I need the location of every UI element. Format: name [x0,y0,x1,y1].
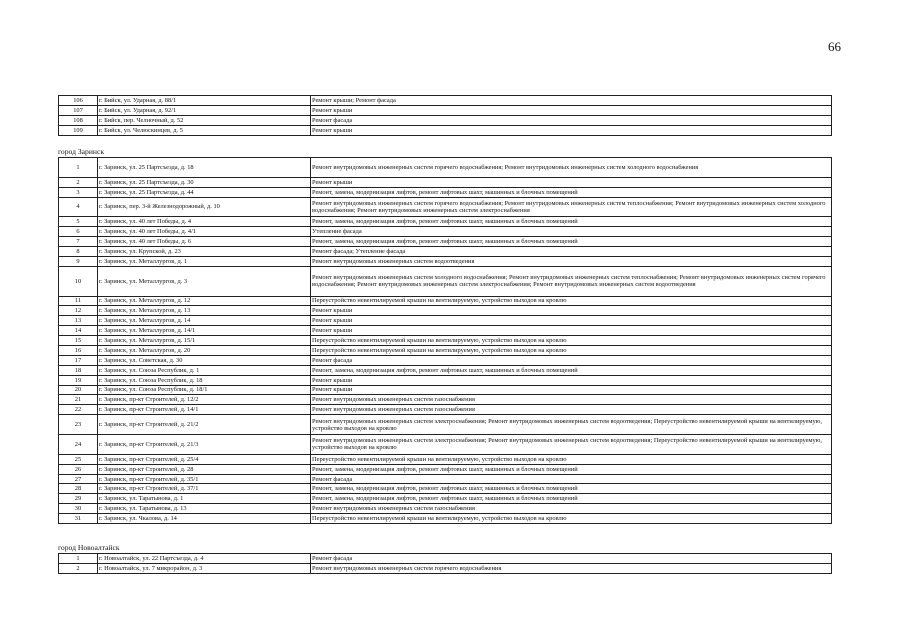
table-row [59,296,832,306]
address-cell: г. Заринск, ул. Металлургов, д. 15/1 [98,336,311,346]
work-type-cell: Ремонт внутридомовых инженерных систем холодного водоснабжения; Ремонт внутридомовых инженерных систем теплоснабжения; Ремонт внутридомовых инженерных систем горячего водоснабжения; Ремонт внутридомовых инженерных систем электроснабжения; Ремонт внутридомовых инженерных систем водоотведения [311,266,832,296]
table-row [59,187,832,197]
address-cell: г. Заринск, ул. 40 лет Победы, д. 4 [98,217,311,227]
table-row [59,355,832,365]
work-type-cell: Ремонт крыши [311,326,832,336]
row-number-cell: 10 [59,266,98,296]
row-number-cell: 26 [59,464,98,474]
table-row [59,484,832,494]
work-type-cell: Переустройство невентилируемой крыши на вентилируемую, устройство выходов на кровлю [311,514,832,524]
work-type-cell: Ремонт фасада; Утепление фасада [311,247,832,257]
row-number-cell: 9 [59,256,98,266]
work-type-cell: Ремонт крыши [311,306,832,316]
work-type-cell: Ремонт, замена, модернизация лифтов, ремонт лифтовых шахт, машинных и блочных помещений [311,494,832,504]
address-cell: г. Заринск, пр-кт Строителей, д. 28 [98,464,311,474]
address-cell: г. Заринск, ул. 25 Партсъезда, д. 18 [98,158,311,178]
row-number-cell: 31 [59,514,98,524]
work-type-cell: Ремонт крыши [311,385,832,395]
table-row [59,316,832,326]
table-row [59,435,832,455]
table-novoaltaysk [58,553,832,574]
row-number-cell: 21 [59,395,98,405]
table-row [59,256,832,266]
table-row [59,105,832,115]
row-number-cell: 108 [59,115,98,125]
table-row [59,115,832,125]
row-number-cell: 15 [59,336,98,346]
table-row [59,247,832,257]
work-type-cell: Ремонт крыши [311,375,832,385]
table-row [59,405,832,415]
address-cell: г. Заринск, ул. Союза Республик, д. 1 [98,365,311,375]
section-title-zarinsk: город Заринск [58,147,105,156]
row-number-cell: 19 [59,375,98,385]
row-number-cell: 3 [59,187,98,197]
table-row [59,125,832,135]
work-type-cell: Переустройство невентилируемой крыши на вентилируемую, устройство выходов на кровлю [311,336,832,346]
address-cell: г. Заринск, пр-кт Строителей, д. 21/2 [98,415,311,435]
row-number-cell: 12 [59,306,98,316]
row-number-cell: 106 [59,96,98,106]
work-type-cell: Ремонт внутридомовых инженерных систем горячего водоснабжения; Ремонт внутридомовых инженерных систем холодного водоснабжения [311,158,832,178]
work-type-cell: Ремонт внутридомовых инженерных систем электроснабжения; Ремонт внутридомовых инженерных систем водоотведения; Переустройство невентилируемой крыши на вентилируемую, устройство выходов на кровлю [311,415,832,435]
row-number-cell: 107 [59,105,98,115]
address-cell: г. Бийск, ул. Ударная, д. 88/1 [98,96,311,106]
address-cell: г. Бийск, пер. Челночный, д. 52 [98,115,311,125]
address-cell: г. Заринск, ул. Таратынова, д. 1 [98,494,311,504]
table-row [59,227,832,237]
table-row [59,266,832,296]
address-cell: г. Бийск, ул. Ударная, д. 92/1 [98,105,311,115]
row-number-cell: 6 [59,227,98,237]
row-number-cell: 17 [59,355,98,365]
work-type-cell: Ремонт внутридомовых инженерных систем газоснабжения [311,395,832,405]
work-type-cell: Ремонт крыши [311,177,832,187]
table-row [59,217,832,227]
row-number-cell: 18 [59,365,98,375]
work-type-cell: Ремонт внутридомовых инженерных систем электроснабжения; Ремонт внутридомовых инженерных систем водоотведения; Переустройство невентилируемой крыши на вентилируемую, устройство выходов на кровлю [311,435,832,455]
table-row [59,365,832,375]
address-cell: г. Заринск, ул. 40 лет Победы, д. 6 [98,237,311,247]
row-number-cell: 16 [59,345,98,355]
table-row [59,554,832,564]
table-row [59,375,832,385]
work-type-cell: Ремонт крыши [311,316,832,326]
table-biysk [58,95,832,136]
table-row [59,464,832,474]
row-number-cell: 109 [59,125,98,135]
address-cell: г. Заринск, ул. Советская, д. 30 [98,355,311,365]
work-type-cell: Утепление фасада [311,227,832,237]
address-cell: г. Заринск, ул. Металлургов, д. 14 [98,316,311,326]
row-number-cell: 5 [59,217,98,227]
address-cell: г. Заринск, пр-кт Строителей, д. 37/1 [98,484,311,494]
work-type-cell: Ремонт фасада [311,355,832,365]
address-cell: г. Заринск, пр-кт Строителей, д. 25/4 [98,454,311,464]
table-row [59,514,832,524]
work-type-cell: Ремонт внутридомовых инженерных систем горячего водоснабжения; Ремонт внутридомовых инженерных систем теплоснабжения; Ремонт внутридомовых инженерных систем холодного водоснабжения; Ремонт внутридомовых инженерных систем электроснабжения [311,197,832,217]
work-type-cell: Ремонт фасада [311,554,832,564]
row-number-cell: 27 [59,474,98,484]
work-type-cell: Ремонт, замена, модернизация лифтов, ремонт лифтовых шахт, машинных и блочных помещений [311,187,832,197]
address-cell: г. Новоалтайск, ул. 22 Партсъезда, д. 4 [98,554,311,564]
address-cell: г. Заринск, ул. 25 Партсъезда, д. 44 [98,187,311,197]
row-number-cell: 14 [59,326,98,336]
table-row [59,474,832,484]
page-number: 66 [828,39,841,54]
address-cell: г. Заринск, ул. Металлургов, д. 13 [98,306,311,316]
work-type-cell: Переустройство невентилируемой крыши на вентилируемую, устройство выходов на кровлю [311,345,832,355]
row-number-cell: 1 [59,158,98,178]
table-row [59,504,832,514]
row-number-cell: 7 [59,237,98,247]
row-number-cell: 11 [59,296,98,306]
address-cell: г. Заринск, ул. Металлургов, д. 20 [98,345,311,355]
table-row [59,454,832,464]
work-type-cell: Ремонт крыши; Ремонт фасада [311,96,832,106]
work-type-cell: Ремонт внутридомовых инженерных систем газоснабжения [311,405,832,415]
address-cell: г. Заринск, ул. Металлургов, д. 1 [98,256,311,266]
work-type-cell: Ремонт крыши [311,125,832,135]
address-cell: г. Заринск, ул. Союза Республик, д. 18/1 [98,385,311,395]
work-type-cell: Ремонт крыши [311,105,832,115]
row-number-cell: 2 [59,177,98,187]
work-type-cell: Ремонт фасада [311,115,832,125]
address-cell: г. Заринск, ул. Чкалова, д. 14 [98,514,311,524]
row-number-cell: 8 [59,247,98,257]
row-number-cell: 29 [59,494,98,504]
table-row [59,563,832,573]
table-row [59,197,832,217]
row-number-cell: 2 [59,563,98,573]
row-number-cell: 23 [59,415,98,435]
table-row [59,326,832,336]
row-number-cell: 22 [59,405,98,415]
address-cell: г. Заринск, пр-кт Строителей, д. 35/1 [98,474,311,484]
table-zarinsk [58,157,832,524]
work-type-cell: Ремонт, замена, модернизация лифтов, ремонт лифтовых шахт, машинных и блочных помещений [311,237,832,247]
work-type-cell: Ремонт внутридомовых инженерных систем водоотведения [311,256,832,266]
address-cell: г. Заринск, ул. Крупской, д. 23 [98,247,311,257]
work-type-cell: Ремонт, замена, модернизация лифтов, ремонт лифтовых шахт, машинных и блочных помещений [311,464,832,474]
address-cell: г. Заринск, пр-кт Строителей, д. 12/2 [98,395,311,405]
row-number-cell: 25 [59,454,98,464]
row-number-cell: 20 [59,385,98,395]
address-cell: г. Заринск, ул. 40 лет Победы, д. 4/1 [98,227,311,237]
address-cell: г. Бийск, ул. Челюскинцев, д. 5 [98,125,311,135]
row-number-cell: 1 [59,554,98,564]
table-row [59,177,832,187]
address-cell: г. Заринск, пр-кт Строителей, д. 21/3 [98,435,311,455]
row-number-cell: 24 [59,435,98,455]
work-type-cell: Ремонт, замена, модернизация лифтов, ремонт лифтовых шахт, машинных и блочных помещений [311,484,832,494]
section-title-novoaltaysk: город Новоалтайск [58,543,120,552]
table-row [59,385,832,395]
work-type-cell: Переустройство невентилируемой крыши на вентилируемую, устройство выходов на кровлю [311,296,832,306]
table-row [59,336,832,346]
address-cell: г. Заринск, ул. 25 Партсъезда, д. 30 [98,177,311,187]
work-type-cell: Ремонт фасада [311,474,832,484]
table-row [59,96,832,106]
row-number-cell: 30 [59,504,98,514]
work-type-cell: Ремонт внутридомовых инженерных систем газоснабжения [311,504,832,514]
address-cell: г. Заринск, ул. Союза Республик, д. 18 [98,375,311,385]
table-row [59,345,832,355]
work-type-cell: Ремонт, замена, модернизация лифтов, ремонт лифтовых шахт, машинных и блочных помещений [311,217,832,227]
address-cell: г. Заринск, ул. Металлургов, д. 14/1 [98,326,311,336]
work-type-cell: Ремонт внутридомовых инженерных систем горячего водоснабжения [311,563,832,573]
table-row [59,158,832,178]
row-number-cell: 28 [59,484,98,494]
address-cell: г. Заринск, пер. 3-й Железнодорожный, д. 10 [98,197,311,217]
row-number-cell: 4 [59,197,98,217]
work-type-cell: Ремонт, замена, модернизация лифтов, ремонт лифтовых шахт, машинных и блочных помещений [311,365,832,375]
row-number-cell: 13 [59,316,98,326]
address-cell: г. Заринск, ул. Таратынова, д. 13 [98,504,311,514]
table-row [59,306,832,316]
table-row [59,237,832,247]
table-row [59,395,832,405]
address-cell: г. Заринск, ул. Металлургов, д. 12 [98,296,311,306]
table-row [59,494,832,504]
work-type-cell: Переустройство невентилируемой крыши на вентилируемую, устройство выходов на кровлю [311,454,832,464]
address-cell: г. Заринск, пр-кт Строителей, д. 14/1 [98,405,311,415]
table-row [59,415,832,435]
address-cell: г. Заринск, ул. Металлургов, д. 3 [98,266,311,296]
address-cell: г. Новоалтайск, ул. 7 микрорайон, д. 3 [98,563,311,573]
